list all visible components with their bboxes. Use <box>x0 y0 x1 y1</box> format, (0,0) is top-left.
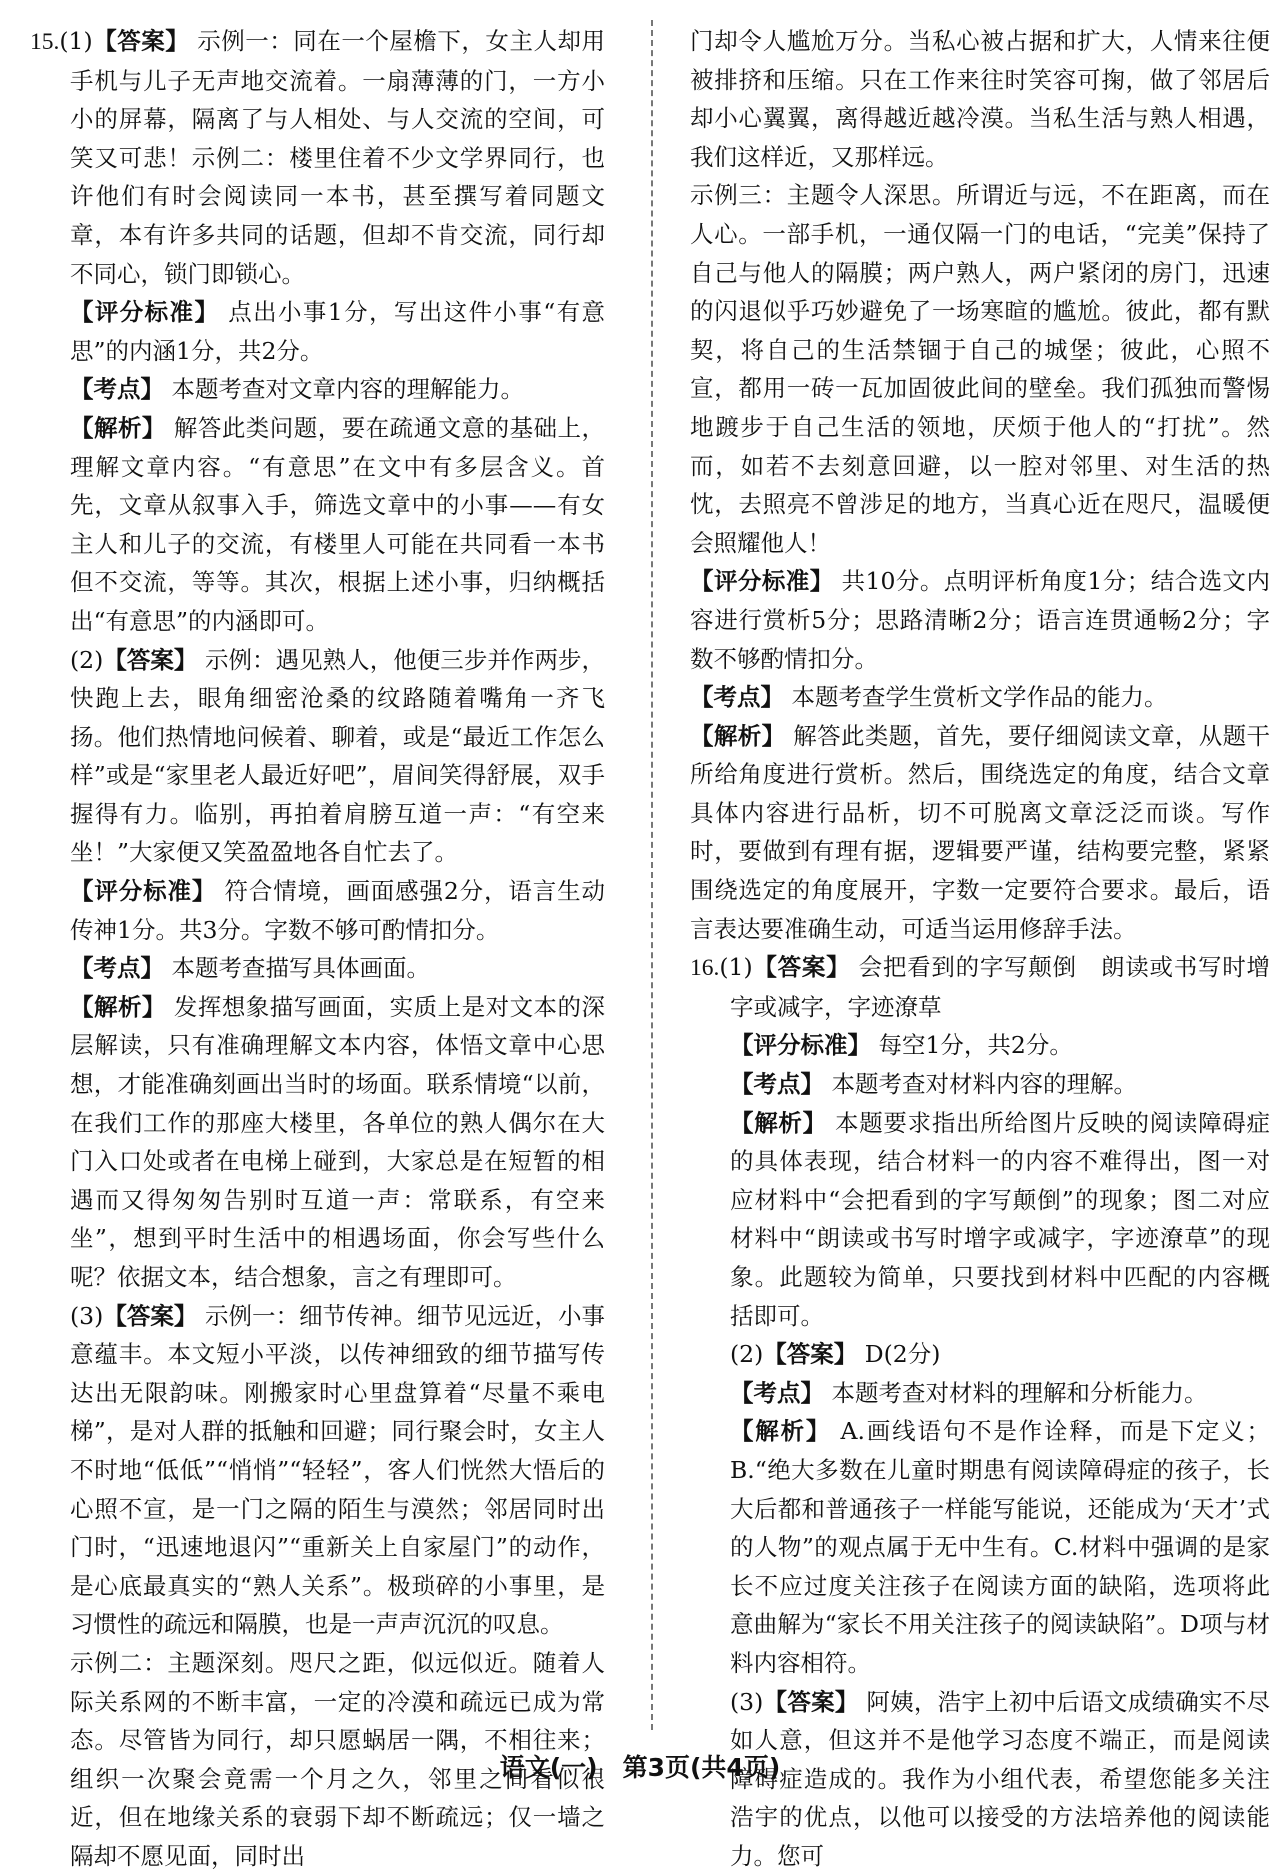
q15-part3-point <box>690 678 1270 717</box>
part-mark: (1) <box>719 953 753 982</box>
analysis-text: 发挥想象描写画面，实质上是对文本的深层解读，只有准确理解文本内容，体悟文章中心思想，才能准确刻画出当时的场面。联系情境“以前，在我们工作的那座大楼里，各单位的熟人偶尔在大门入口处或者在电梯上碰到，大家总是在短暂的相遇而又得匆匆告别时互道一声：常联系，有空来坐”，想到平时生活中的相遇场面，你会写些什么呢？依据文本，结合想象，言之有理即可。 <box>70 992 606 1291</box>
scoring-tag: 【评分标准】 <box>70 877 217 906</box>
point-tag: 【考点】 <box>70 954 164 983</box>
analysis-tag: 【解析】 <box>690 721 786 750</box>
continued-text: 门却令人尴尬万分。当私心被占据和扩大，人情来往便被排挤和压缩。只在工作来往时笑容可掬，做了邻居后却小心翼翼，离得越近越冷漠。当私生活与熟人相遇，我们这样近，又那样远。 <box>690 27 1270 171</box>
analysis-text: A.画线语句不是作诠释，而是下定义；B.“绝大多数在儿童时期患有阅读障碍症的孩子，长大后都和普通孩子一样能写能说，还能成为‘天才’式的人物”的观点属于无中生有。C.材料中强调的是家长不应过度关注孩子在阅读方面的缺陷，选项将此意曲解为“家长不用关注孩子的阅读缺陷”。D项与材料内容相符。 <box>730 1417 1270 1677</box>
analysis-tag: 【解析】 <box>70 992 166 1021</box>
analysis-tag: 【解析】 <box>70 413 166 442</box>
q16-part2-point <box>690 1374 1270 1413</box>
point-text: 本题考查对文章内容的理解能力。 <box>171 375 524 404</box>
scoring-tag: 【评分标准】 <box>690 567 834 596</box>
scoring-text: 每空1分，共2分。 <box>878 1031 1073 1060</box>
point-text: 本题考查对材料的理解和分析能力。 <box>831 1378 1208 1407</box>
q15-part1-analysis <box>30 409 605 641</box>
q15-part2-analysis <box>30 988 605 1297</box>
q15-part1-scoring <box>30 293 605 370</box>
q15-part3-example3 <box>690 176 1270 562</box>
point-tag: 【考点】 <box>730 1070 824 1099</box>
question-number: 15. <box>30 29 60 55</box>
answer-tag: 【答案】 <box>763 1687 859 1716</box>
point-tag: 【考点】 <box>70 375 164 404</box>
part-mark: (2) <box>70 645 104 674</box>
q16-part2-analysis <box>690 1412 1270 1682</box>
analysis-text: 解答此类问题，要在疏通文意的基础上，理解文章内容。“有意思”在文中有多层含义。首先，文章从叙事入手，筛选文章中的小事——有女主人和儿子的交流，有楼里人可能在共同看一本书但不交流，等等。其次，根据上述小事，归纳概括出“有意思”的内涵即可。 <box>70 413 606 635</box>
answer-tag: 【答案】 <box>103 1301 198 1330</box>
scoring-text: 符合情境，画面感强2分，语言生动传神1分。共3分。字数不够可酌情扣分。 <box>70 877 605 944</box>
answer-text: 示例：遇见熟人，他便三步并作两步，快跑上去，眼角细密沧桑的纹路随着嘴角一齐飞扬。他们热情地问候着、聊着，或是“最近工作怎么样”或是“家里老人最近好吧”，眉间笑得舒展，双手握得有力。临别，再拍着肩膀互道一声：“有空来坐！”大家便又笑盈盈地各自忙去了。 <box>70 645 606 867</box>
example-text: 示例三：主题令人深思。所谓近与远，不在距离，而在人心。一部手机，一通仅隔一门的电话，“完美”保持了自己与他人的隔膜；两户熟人，两户紧闭的房门，迅速的闪退似乎巧妙避免了一场寒暄的尴尬。彼此，都有默契，将自己的生活禁锢于自己的城堡；彼此，心照不宣，都用一砖一瓦加固彼此间的壁垒。我们孤独而警惕地踱步于自己生活的领地，厌烦于他人的“打扰”。然而，如若不去刻意回避，以一腔对邻里、对生活的热忱，去照亮不曾涉足的地方，当真心近在咫尺，温暖便会照耀他人！ <box>690 181 1270 557</box>
part-mark: (1) <box>59 27 93 55</box>
scoring-tag: 【评分标准】 <box>730 1031 871 1060</box>
analysis-tag: 【解析】 <box>730 1108 827 1137</box>
answer-text: D(2分) <box>864 1340 941 1369</box>
column-divider <box>651 20 653 1730</box>
answer-tag: 【答案】 <box>763 1340 858 1369</box>
q15-part3-analysis <box>690 717 1270 949</box>
answer-tag: 【答案】 <box>103 645 198 674</box>
point-text: 本题考查学生赏析文学作品的能力。 <box>791 683 1168 712</box>
q16-part1-point <box>690 1065 1270 1104</box>
scoring-text: 共10分。点明评析角度1分；结合选文内容进行赏析5分；思路清晰2分；语言连贯通畅2分；字数不够酌情扣分。 <box>690 567 1270 673</box>
answer-tag: 【答案】 <box>752 953 851 982</box>
answer-text: 阿姨，浩宇上初中后语文成绩确实不尽如人意，但这并不是他学习态度不端正，而是阅读障碍症造成的。我作为小组代表，希望您能多关注浩宇的优点，以他可以接受的方法培养他的阅读能力。您可 <box>730 1687 1271 1870</box>
right-column <box>690 22 1270 1876</box>
answer-text: 会把看到的字写颠倒 朗读或书写时增字或减字，字迹潦草 <box>730 953 1270 1021</box>
analysis-text: 解答此类题，首先，要仔细阅读文章，从题干所给角度进行赏析。然后，围绕选定的角度，结合文章具体内容进行品析，切不可脱离文章泛泛而谈。写作时，要做到有理有据，逻辑要严谨，结构要完整，紧紧围绕选定的角度展开，字数一定要符合要求。最后，语言表达要准确生动，可适当运用修辞手法。 <box>690 721 1270 943</box>
q16-part2-answer <box>690 1335 1270 1374</box>
answer-text: 示例一：细节传神。细节见远近，小事意蕴丰。本文短小平淡，以传神细致的细节描写传达出无限韵味。刚搬家时心里盘算着“尽量不乘电梯”，是对人群的抵触和回避；同行聚会时，女主人不时地“低低”“悄悄”“轻轻”，客人们恍然大悟后的心照不宣，是一门之隔的陌生与漠然；邻居同时出门时，“迅速地退闪”“重新关上自家屋门”的动作，是心底最真实的“熟人关系”。极琐碎的小事里，是习惯性的疏远和隔膜，也是一声声沉沉的叹息。 <box>70 1301 606 1639</box>
q15-part1-answer <box>30 22 605 293</box>
q16-part1-analysis <box>690 1104 1270 1336</box>
q15-part2-answer <box>30 641 605 873</box>
answer-tag: 【答案】 <box>92 27 190 55</box>
analysis-text: 本题要求指出所给图片反映的阅读障碍症的具体表现，结合材料一的内容不难得出，图一对应材料中“会把看到的字写颠倒”的现象；图二对应材料中“朗读或书写时增字或减字，字迹潦草”的现象。此题较为简单，只要找到材料中匹配的内容概括即可。 <box>730 1108 1271 1330</box>
example-text: 示例二：主题深刻。咫尺之距，似远似近。随着人际关系网的不断丰富，一定的冷漠和疏远已成为常态。尽管皆为同行，却只愿蜗居一隅，不相往来；组织一次聚会竟需一个月之久，邻里之间看似很近，但在地缘关系的衰弱下却不断疏远；仅一墙之隔却不愿见面，同时出 <box>70 1648 605 1870</box>
q15-part3-scoring <box>690 562 1270 678</box>
point-tag: 【考点】 <box>690 683 784 712</box>
q15-part3-answer <box>30 1297 605 1644</box>
q15-part2-scoring <box>30 872 605 949</box>
q15-part3-example2-continued <box>690 22 1270 176</box>
part-mark: (2) <box>730 1340 764 1369</box>
point-tag: 【考点】 <box>730 1378 824 1407</box>
part-mark: (3) <box>730 1687 764 1716</box>
analysis-tag: 【解析】 <box>730 1417 832 1446</box>
point-text: 本题考查描写具体画面。 <box>171 954 430 983</box>
scoring-text: 点出小事1分，写出这件小事“有意思”的内涵1分，共2分。 <box>70 298 605 365</box>
answer-text: 示例一：同在一个屋檐下，女主人却用手机与儿子无声地交流着。一扇薄薄的门，一方小小的屏幕，隔离了与人相处、与人交流的空间，可笑又可悲！示例二：楼里住着不少文学界同行，也许他们有时会阅读同一本书，甚至撰写着同题文章，本有许多共同的话题，但却不肯交流，同行却不同心，锁门即锁心。 <box>70 27 605 288</box>
page-footer: 语文(一) 第3页(共4页) <box>499 1753 781 1782</box>
q15-part2-point <box>30 949 605 988</box>
point-text: 本题考查对材料内容的理解。 <box>831 1070 1137 1099</box>
left-column <box>30 22 605 1876</box>
q15-part1-point <box>30 370 605 409</box>
part-mark: (3) <box>70 1301 104 1330</box>
scoring-tag: 【评分标准】 <box>70 298 220 327</box>
q16-part1-answer <box>690 948 1270 1026</box>
question-number: 16. <box>690 955 720 982</box>
q16-part1-scoring <box>690 1026 1270 1065</box>
